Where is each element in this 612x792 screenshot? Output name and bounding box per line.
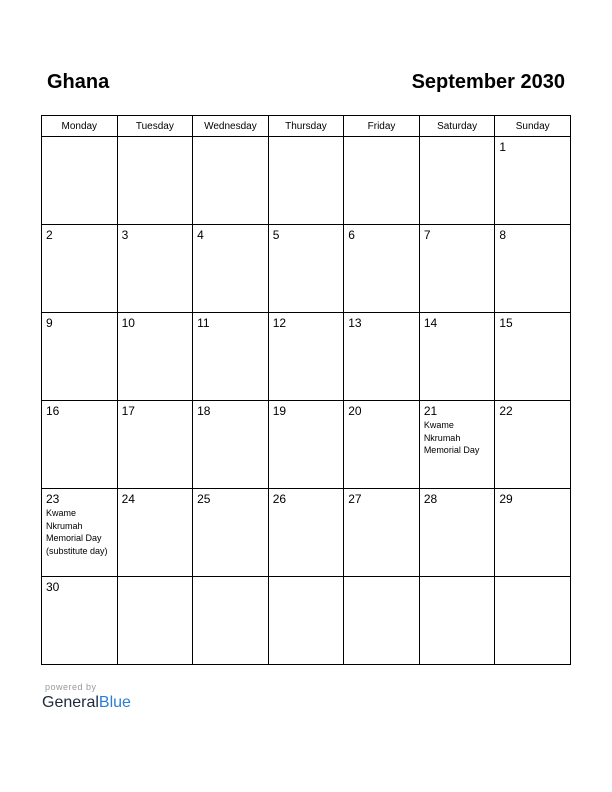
day-number: 6 — [348, 228, 355, 242]
day-cell — [117, 489, 193, 577]
day-cell — [42, 313, 118, 401]
weekday-saturday: Saturday — [419, 116, 495, 137]
day-cell — [419, 137, 495, 225]
week-row — [42, 401, 571, 489]
weekday-sunday: Sunday — [495, 116, 571, 137]
day-number: 1 — [499, 140, 507, 154]
day-cell — [117, 225, 193, 313]
day-number: 14 — [423, 316, 438, 330]
day-number: 27 — [348, 492, 362, 506]
brand-general: General — [42, 694, 99, 711]
day-cell — [42, 225, 118, 313]
day-number: 12 — [272, 316, 287, 330]
day-number: 28 — [423, 492, 438, 506]
day-cell — [193, 489, 269, 577]
day-cell — [193, 401, 269, 489]
day-number: 23 — [46, 492, 60, 506]
day-cell — [268, 489, 344, 577]
day-number: 18 — [197, 404, 211, 418]
day-cell — [419, 401, 495, 489]
day-cell — [495, 137, 571, 225]
day-number: 26 — [272, 492, 287, 506]
day-number: 22 — [499, 404, 513, 418]
day-cell — [193, 137, 269, 225]
week-row — [42, 137, 571, 225]
day-cell — [268, 313, 344, 401]
day-cell — [193, 577, 269, 665]
day-cell — [117, 577, 193, 665]
day-number: 29 — [499, 492, 513, 506]
generalblue-logo[interactable] — [42, 694, 131, 712]
week-row — [42, 313, 571, 401]
powered-by-label: powered by — [45, 682, 97, 692]
day-cell — [344, 313, 420, 401]
day-cell — [419, 577, 495, 665]
day-cell — [42, 489, 118, 577]
day-cell — [495, 401, 571, 489]
day-cell — [344, 137, 420, 225]
holiday-label: Kwame Nkrumah Memorial Day — [423, 420, 480, 455]
calendar-grid — [41, 115, 571, 665]
day-cell — [495, 313, 571, 401]
day-number: 4 — [197, 228, 204, 242]
day-number: 10 — [121, 316, 135, 330]
day-cell — [268, 137, 344, 225]
day-cell — [117, 137, 193, 225]
day-cell — [419, 313, 495, 401]
day-number: 13 — [348, 316, 362, 330]
day-cell — [117, 313, 193, 401]
day-number: 7 — [423, 228, 431, 242]
week-row — [42, 225, 571, 313]
country-title: Ghana — [47, 71, 110, 93]
day-number: 30 — [46, 580, 60, 594]
day-number: 8 — [499, 228, 507, 242]
holiday-label: Kwame Nkrumah Memorial Day (substitute day) — [46, 508, 108, 556]
weekday-tuesday: Tuesday — [117, 116, 193, 137]
day-number: 15 — [499, 316, 513, 330]
day-cell — [117, 401, 193, 489]
day-cell — [42, 577, 118, 665]
day-cell — [193, 225, 269, 313]
day-cell — [344, 489, 420, 577]
week-row — [42, 489, 571, 577]
day-number: 21 — [423, 404, 438, 418]
day-cell — [268, 577, 344, 665]
day-cell — [344, 577, 420, 665]
week-row — [42, 577, 571, 665]
day-cell — [419, 489, 495, 577]
day-number: 25 — [197, 492, 211, 506]
day-cell — [344, 401, 420, 489]
day-cell — [495, 489, 571, 577]
day-cell — [193, 313, 269, 401]
day-number: 5 — [272, 228, 280, 242]
day-cell — [42, 401, 118, 489]
day-cell — [344, 225, 420, 313]
day-cell — [42, 137, 118, 225]
brand-blue: Blue — [98, 694, 131, 711]
day-cell — [268, 401, 344, 489]
weekday-wednesday: Wednesday — [193, 116, 269, 137]
day-number: 17 — [121, 404, 135, 418]
day-number: 11 — [197, 316, 210, 330]
day-number: 24 — [121, 492, 135, 506]
day-cell — [268, 225, 344, 313]
day-number: 3 — [121, 228, 129, 242]
day-number: 2 — [46, 228, 53, 242]
month-title: September 2030 — [411, 71, 565, 93]
day-number: 16 — [46, 404, 60, 418]
weekday-monday: Monday — [42, 116, 118, 137]
day-number: 9 — [46, 316, 53, 330]
weekday-friday: Friday — [344, 116, 420, 137]
day-number: 19 — [272, 404, 287, 418]
day-cell — [495, 225, 571, 313]
weekday-thursday: Thursday — [268, 116, 344, 137]
day-cell — [495, 577, 571, 665]
day-cell — [419, 225, 495, 313]
day-number: 20 — [348, 404, 362, 418]
weekday-header-row — [42, 116, 571, 137]
